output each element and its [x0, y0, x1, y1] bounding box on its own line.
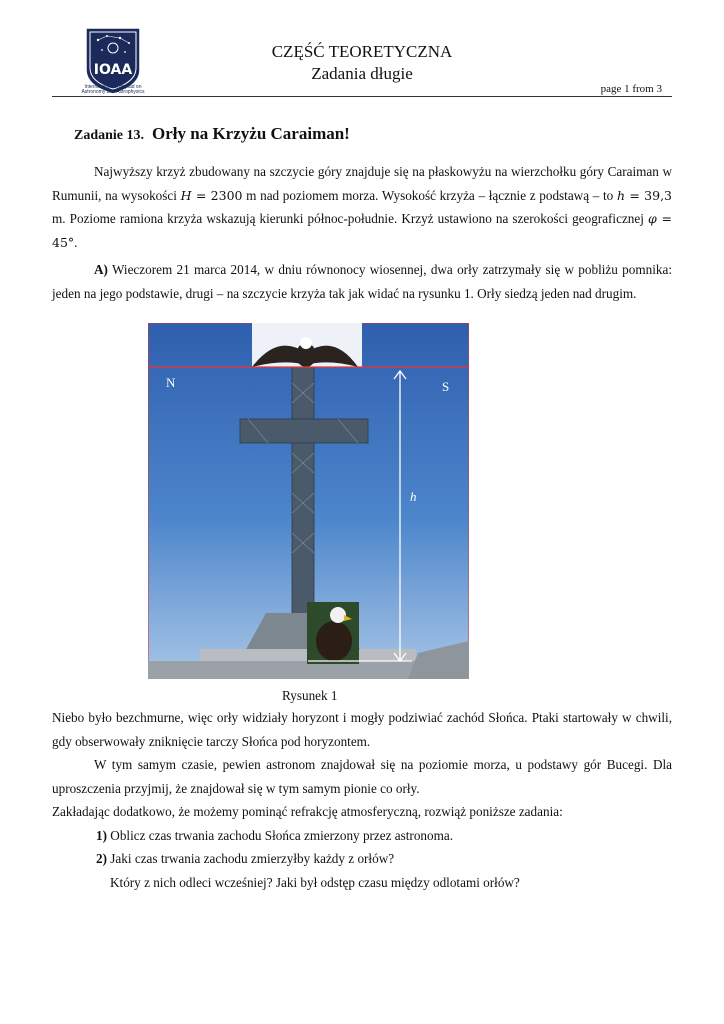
page-indicator: page 1 from 3 [600, 83, 662, 95]
task-heading [74, 124, 350, 144]
paragraph-assumption: Zakładając dodatkowo, że możemy pominąć refrakcję atmosferyczną, rozwiąż poniższe zadania: [52, 804, 563, 819]
figure-caption: Rysunek 1 [282, 688, 338, 703]
figure-label-south: S [442, 379, 450, 394]
paragraph-astronomer: W tym samym czasie, pewien astronom znajdował się na poziomie morza, u podstawy gór Bucegi. Dla uproszczenia przyjmij, że znajdował się w tym samym pionie co orły. [52, 757, 672, 796]
header-subtitle: Zadania długie [311, 64, 413, 83]
task-title: Orły na Krzyżu Caraiman! [152, 124, 350, 143]
question-2-followup: Który z nich odleci wcześniej? Jaki był odstęp czasu między odlotami orłów? [110, 874, 520, 890]
after-figure-text [52, 706, 672, 894]
part-a-label: A) [94, 262, 108, 277]
logo-caption: International Olympiad on Astronomy and Astrophysics [81, 84, 145, 95]
part-a-paragraph: A) Wieczorem 21 marca 2014, w dniu równonocy wiosennej, dwa orły zatrzymały się w pobliżu pomnika: jeden na jego podstawie, drugi – na szczycie krzyża tak jak widać na rysunku 1. Orły siedzą jeden nad drugim. [52, 262, 672, 301]
svg-text:IOAA: IOAA [93, 62, 133, 78]
header-divider [52, 96, 672, 97]
intro-paragraph: Najwyższy krzyż zbudowany na szczycie góry znajduje się na płaskowyżu na wierzchołku góry Caraiman w Rumunii, na wysokości H = 2300 m nad poziomem morza. Wysokość krzyża – łącznie z podstawą – to h = 39,3 m. Poziome ramiona krzyża wskazują kierunki północ-południe. Krzyż ustawiono na szerokości geograficznej φ = 45°. [52, 164, 673, 250]
question-2: 2) Jaki czas trwania zachodu zmierzyłby każdy z orłów? [96, 851, 395, 866]
figure-cross-photo [148, 323, 469, 679]
figure-label-north: N [166, 375, 176, 390]
question-1: 1) Oblicz czas trwania zachodu Słońca zmierzony przez astronoma. [96, 827, 454, 843]
paragraph-sky: Niebo było bezchmurne, więc orły widziały horyzont i mogły podziwiać zachód Słońca. Ptaki startowały w chwili, gdy obserwowały zniknięcie tarczy Słońca pod horyzontem. [52, 710, 672, 749]
task-number: Zadanie 13. [74, 128, 145, 143]
figure-label-height: h [410, 489, 417, 504]
header-title: CZĘŚĆ TEORETYCZNA [271, 42, 453, 61]
